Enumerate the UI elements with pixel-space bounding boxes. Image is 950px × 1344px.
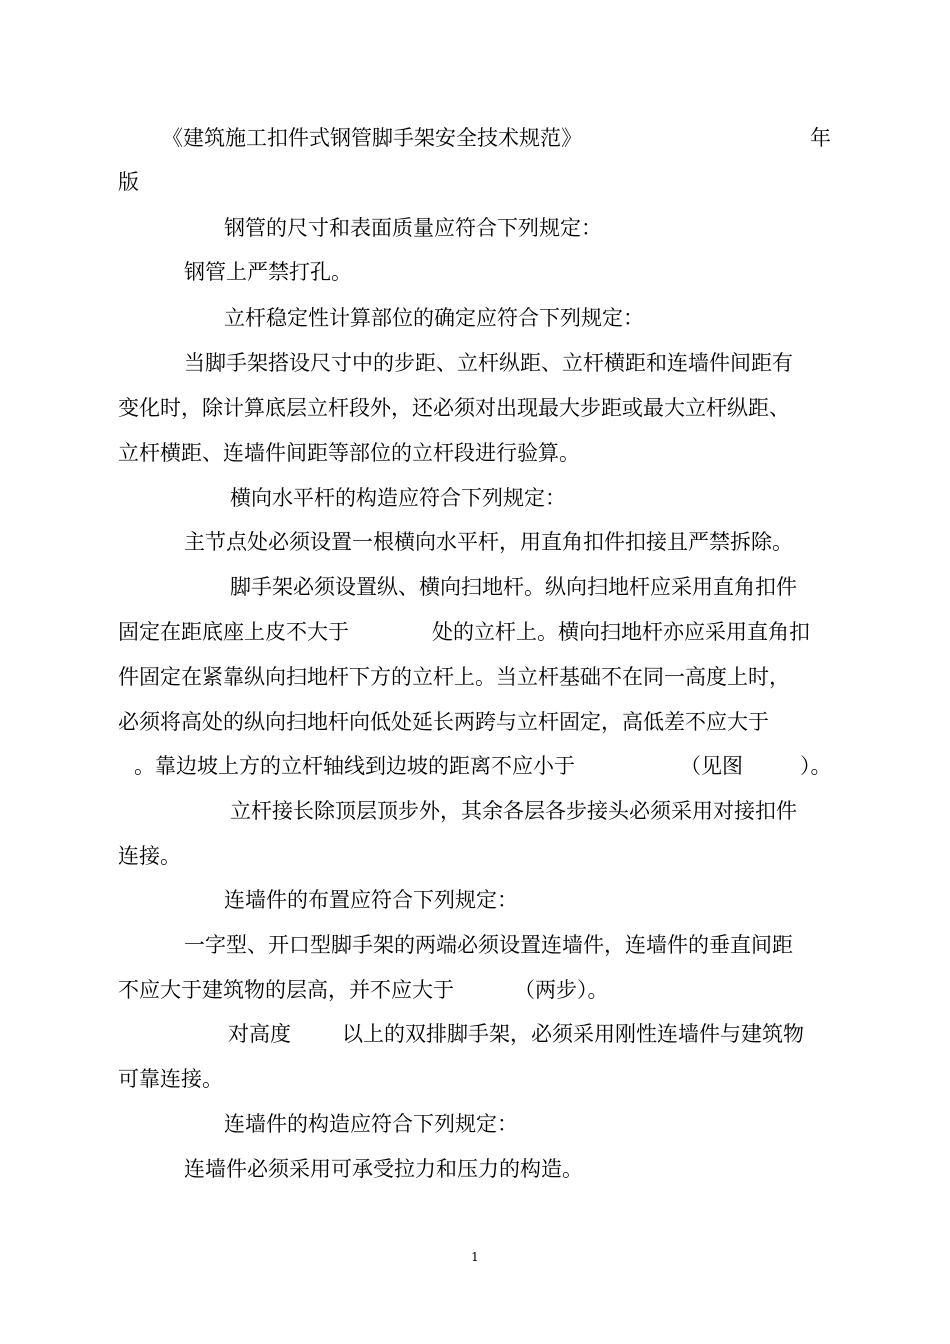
paragraph-sweep-bar-line-3: 件固定在紧靠纵向扫地杆下方的立杆上。当立杆基础不在同一高度上时， [118, 665, 790, 689]
paragraph-stability-line-2: 变化时，除计算底层立杆段外，还必须对出现最大步距或最大立杆纵距、 [118, 396, 790, 420]
clause-tension-compression: 连墙件必须采用可承受拉力和压力的构造。 [184, 1157, 583, 1181]
title-text: 《建筑施工扣件式钢管脚手架安全技术规范》 [162, 126, 582, 150]
clause-heading-transverse-bar: 横向水平杆的构造应符合下列规定： [230, 486, 566, 510]
clause-no-drilling: 钢管上严禁打孔。 [184, 260, 352, 284]
paragraph-wall-tie-line-2: 不应大于建筑物的层高，并不应大于 （两步）。 [118, 978, 609, 1002]
clause-heading-wall-tie-layout: 连墙件的布置应符合下列规定： [224, 888, 518, 912]
paragraph-sweep-bar-line-1: 脚手架必须设置纵、横向扫地杆。纵向扫地杆应采用直角扣件 [230, 575, 797, 599]
paragraph-stability-line-3: 立杆横距、连墙件间距等部位的立杆段进行验算。 [118, 441, 580, 465]
paragraph-splice-line-2: 连接。 [118, 844, 181, 868]
paragraph-sweep-bar-line-5: 。靠边坡上方的立杆轴线到边坡的距离不应小于 （见图 ）。 [134, 754, 832, 778]
paragraph-sweep-bar-line-4: 必须将高处的纵向扫地杆向低处延长两跨与立杆固定，高低差不应大于 [118, 710, 769, 734]
paragraph-rigid-tie-line-2: 可靠连接。 [118, 1067, 223, 1091]
title-edition: 版 [118, 170, 139, 194]
paragraph-stability-line-1: 当脚手架搭设尺寸中的步距、立杆纵距、立杆横距和连墙件间距有 [184, 351, 793, 375]
paragraph-sweep-bar-line-2: 固定在距底座上皮不大于 处的立杆上。横向扫地杆亦应采用直角扣 [118, 620, 810, 644]
document-title-line-2 [0, 164, 950, 200]
paragraph-rigid-tie-line-1: 对高度 以上的双排脚手架，必须采用刚性连墙件与建筑物 [228, 1022, 804, 1046]
clause-heading-wall-tie-structure: 连墙件的构造应符合下列规定： [224, 1112, 518, 1136]
paragraph-splice-line-1: 立杆接长除顶层顶步外，其余各层各步接头必须采用对接扣件 [230, 799, 797, 823]
title-year-suffix: 年 [810, 126, 831, 150]
paragraph-wall-tie-line-1: 一字型、开口型脚手架的两端必须设置连墙件，连墙件的垂直间距 [184, 933, 793, 957]
document-title-line-1 [0, 120, 950, 156]
clause-heading-stability: 立杆稳定性计算部位的确定应符合下列规定： [224, 306, 644, 330]
clause-heading-steel-tube: 钢管的尺寸和表面质量应符合下列规定： [224, 216, 602, 240]
clause-main-node: 主节点处必须设置一根横向水平杆，用直角扣件扣接且严禁拆除。 [184, 530, 793, 554]
page-number: 1 [471, 1250, 479, 1264]
